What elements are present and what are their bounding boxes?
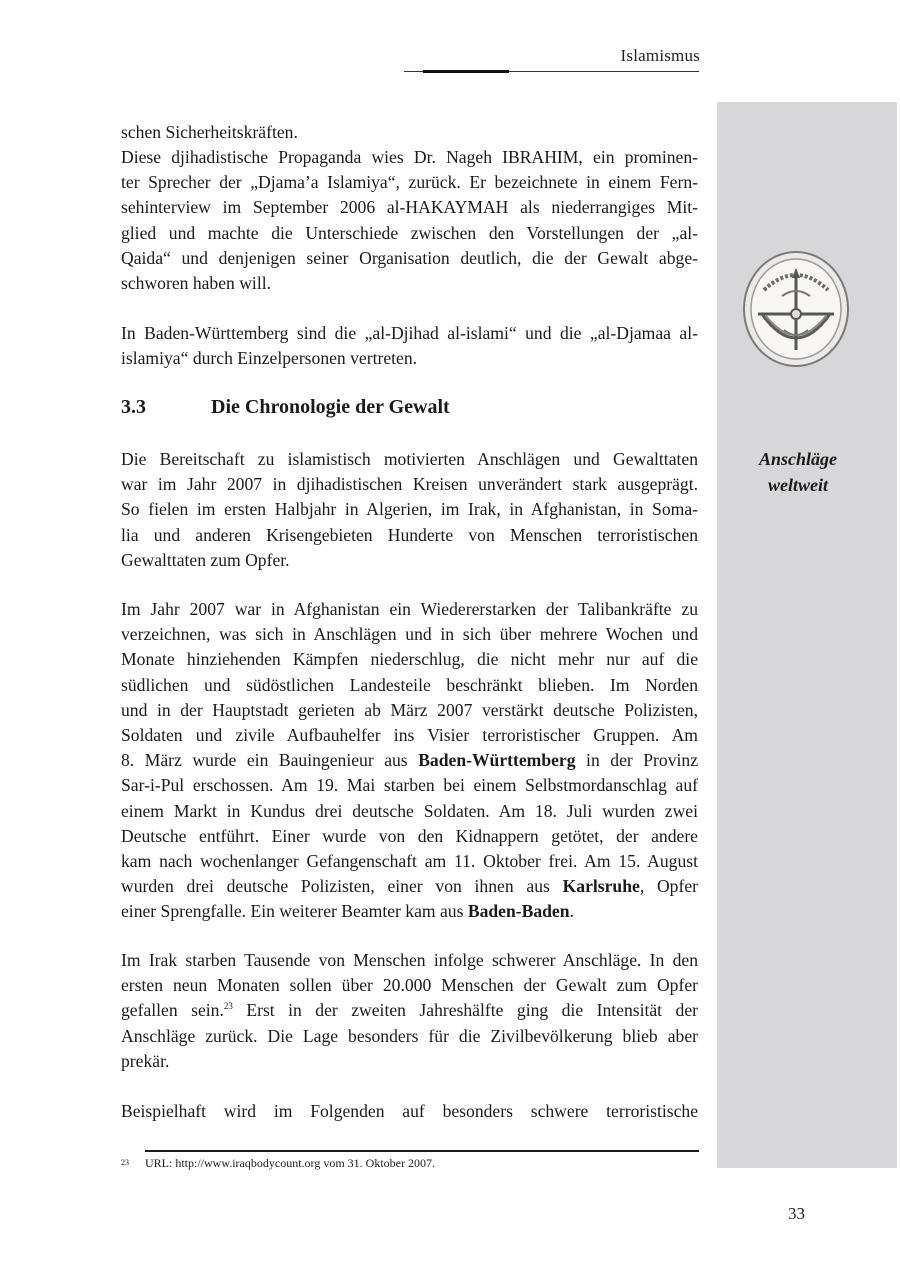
footnote-rule [145,1150,699,1152]
text-line: Im Irak starben Tausende von Menschen infolge schwerer Anschläge. In den [121,950,698,970]
footnote-reference: 23 [223,1001,233,1012]
footnote-text: URL: http://www.iraqbodycount.org vom 31. Oktober 2007. [145,1156,435,1170]
text-span: in der Provinz [575,750,698,771]
text-line: schworen haben will. [121,273,271,294]
text-line: einem Markt in Kundus drei deutsche Soldaten. Am 18. Juli wurden zwei [121,800,698,821]
paragraph-4 [121,447,698,573]
text-span: . [569,901,574,922]
text-span: Erst in der zweiten Jahreshälfte ging die Intensität der [232,1000,698,1021]
text-line: glied und machte die Unterschiede zwischen den Vorstellungen der „al- [121,222,698,243]
paragraph-6 [121,948,698,1074]
footnote-mark: 23 [121,1158,129,1167]
text-line: schen Sicherheitskräften. [121,122,298,142]
paragraph-3 [121,321,698,371]
text-line: prekär. [121,1050,170,1071]
margin-note [728,446,868,498]
text-span: einer Sprengfalle. Ein weiterer Beamter kam aus [121,901,468,922]
paragraph-2 [121,145,698,296]
text-line: Soldaten und zivile Aufbauhelfer ins Visier terroristischer Gruppen. Am [121,725,698,746]
margin-note-line1: Anschläge [758,449,837,469]
text-line: Im Jahr 2007 war in Afghanistan ein Wiedererstarken der Talibankräfte zu [121,599,698,619]
text-line [121,899,698,924]
text-line: war im Jahr 2007 in djihadistischen Kreisen unverändert stark ausgeprägt. [121,474,698,495]
text-line: islamiya“ durch Einzelpersonen vertreten. [121,348,418,369]
page-number: 33 [788,1204,805,1223]
text-line [121,998,698,1023]
paragraph-5 [121,597,698,925]
text-span: wurden drei deutsche Polizisten, einer von ihnen aus [121,876,563,897]
text-line [121,874,698,899]
location-keyword: Karlsruhe [562,876,640,897]
text-span: , Opfer [639,876,698,897]
text-line: Anschläge zurück. Die Lage besonders für die Zivilbevölkerung blieb aber [121,1025,698,1046]
text-span: gefallen sein. [121,1000,224,1021]
text-line: Diese djihadistische Propaganda wies Dr. Nageh IBRAHIM, ein prominen- [121,147,698,167]
text-line: Monate hinziehenden Kämpfen niederschlug, die nicht mehr nur auf die [121,649,698,670]
text-line [121,748,698,773]
paragraph-7 [121,1099,698,1124]
text-line: Sar-i-Pul erschossen. Am 19. Mai starben bei einem Selbstmordanschlag auf [121,775,698,796]
text-line: Die Bereitschaft zu islamistisch motivierten Anschlägen und Gewalttaten [121,449,698,469]
text-span: 8. März wurde ein Bauingenieur aus [121,750,419,771]
text-line: Qaida“ und denjenigen seiner Organisation deutlich, die der Gewalt abge- [121,247,698,268]
location-keyword: Baden-Württemberg [418,750,576,771]
location-keyword: Baden-Baden [467,901,570,922]
section-title: Die Chronologie der Gewalt [211,396,450,418]
text-line: ter Sprecher der „Djama’a Islamiya“, zurück. Er bezeichnete in einem Fern- [121,172,698,193]
paragraph-1 [121,120,698,145]
text-line: ersten neun Monaten sollen über 20.000 Menschen der Gewalt zum Opfer [121,975,698,996]
organization-seal-icon [742,250,850,368]
running-header: Islamismus [620,46,700,65]
text-line: und in der Hauptstadt gerieten ab März 2007 verstärkt deutsche Polizisten, [121,699,698,720]
text-line: Deutsche entführt. Einer wurde von den Kidnappern getötet, der andere [121,825,698,846]
text-line: In Baden-Württemberg sind die „al-Djihad al-islami“ und die „al-Djamaa al- [121,323,698,343]
text-line: Gewalttaten zum Opfer. [121,549,290,570]
section-number: 3.3 [121,396,146,418]
text-line: kam nach wochenlanger Gefangenschaft am 11. Oktober frei. Am 15. August [121,851,698,872]
margin-note-line2: weltweit [768,475,828,495]
text-line: sehinterview im September 2006 al-HAKAYMAH als niederrangiges Mit- [121,197,698,218]
text-line: verzeichnen, was sich in Anschlägen und in sich über mehrere Wochen und [121,624,698,645]
text-line: lia und anderen Krisengebieten Hunderte von Menschen terroristischen [121,524,698,545]
text-line: So fielen im ersten Halbjahr in Algerien, im Irak, in Afghanistan, in Soma- [121,499,698,520]
text-line: südlichen und südöstlichen Landesteile beschränkt blieben. Im Norden [121,674,698,695]
header-rule-accent [423,70,509,73]
text-line: Beispielhaft wird im Folgenden auf besonders schwere terroristische [121,1101,698,1121]
